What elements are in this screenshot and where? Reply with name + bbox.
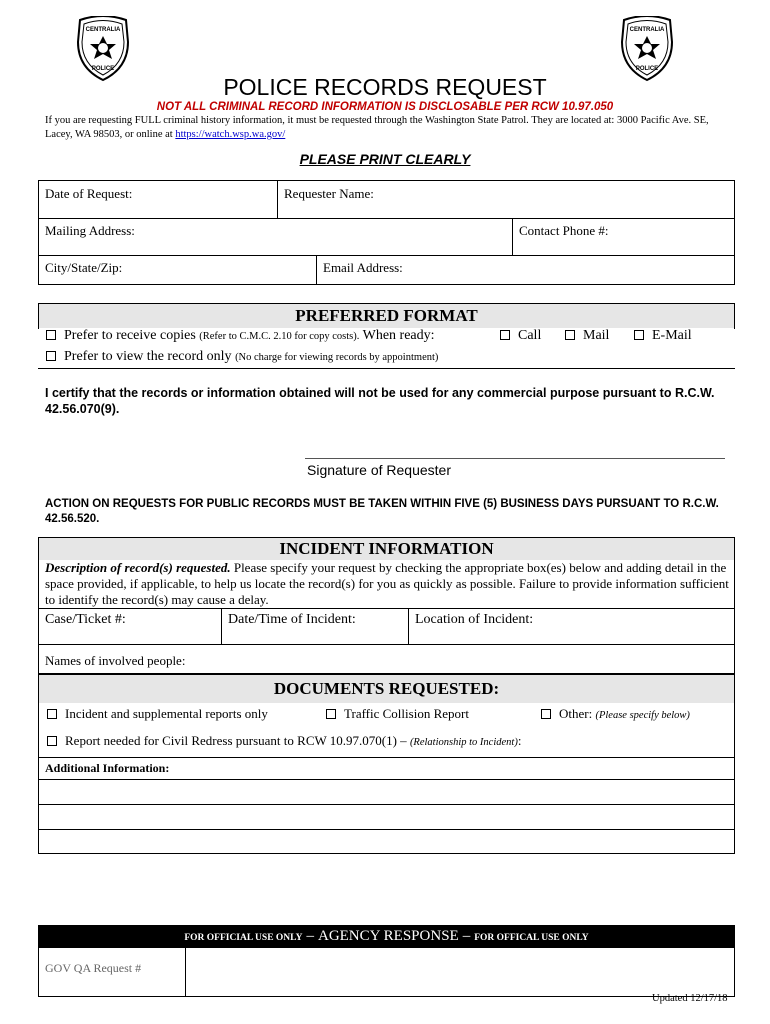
logo-bottom-text: POLICE	[91, 66, 115, 72]
view-label: Prefer to view the record only	[64, 349, 232, 364]
page-title: POLICE RECORDS REQUEST	[223, 74, 547, 100]
civil-redress-note: (Relationship to Incident)	[409, 737, 518, 748]
copies-option-row	[46, 328, 435, 344]
additional-info-lines[interactable]	[39, 780, 734, 853]
involved-people-field[interactable]: Names of involved people:	[45, 653, 186, 668]
traffic-report-option	[326, 706, 469, 722]
call-checkbox[interactable]	[500, 330, 510, 340]
gov-qa-request-label: GOV QA Request #	[45, 961, 142, 975]
civil-redress-label: Report needed for Civil Redress pursuant to RCW 10.97.070(1) –	[65, 733, 407, 748]
intro-text: If you are requesting FULL criminal history information, it must be requested through the Washington State Patrol. They are located at: 3000 Pacific Ave. SE, Lacey, WA 98503, or online at	[45, 115, 709, 140]
civil-redress-colon: :	[517, 733, 522, 748]
other-label: Other:	[559, 706, 593, 721]
other-checkbox[interactable]	[541, 709, 551, 719]
case-ticket-field[interactable]: Case/Ticket #:	[45, 612, 126, 627]
civil-redress-checkbox[interactable]	[47, 736, 57, 746]
description-text: Please specify your request by checking the appropriate box(es) below and adding detail in the space provided, if applicable, to help us locate the record(s) for you as quickly as possible. Failure to provide information sufficient to identify the record(s) may cause a delay.	[45, 560, 729, 607]
incident-datetime-field[interactable]: Date/Time of Incident:	[228, 612, 356, 627]
description-lead: Description of record(s) requested.	[45, 560, 231, 575]
official-dash-left: –	[306, 928, 314, 944]
logo-top-text: CENTRALIA	[85, 27, 121, 33]
preferred-format-heading: PREFERRED FORMAT	[39, 304, 734, 328]
intro-paragraph	[45, 114, 735, 142]
print-clearly-heading: PLEASE PRINT CLEARLY	[299, 151, 471, 167]
wsp-link[interactable]: https://watch.wsp.wa.gov/	[175, 129, 286, 140]
city-state-zip-field[interactable]: City/State/Zip:	[45, 260, 123, 275]
disclosure-notice: NOT ALL CRIMINAL RECORD INFORMATION IS DISCLOSABLE PER RCW 10.97.050	[156, 101, 614, 113]
email-option	[634, 328, 692, 344]
mailing-address-field[interactable]: Mailing Address:	[45, 223, 135, 238]
email-address-field[interactable]: Email Address:	[323, 260, 403, 275]
traffic-report-label: Traffic Collision Report	[344, 706, 469, 721]
incident-location-field[interactable]: Location of Incident:	[415, 612, 534, 627]
call-option	[500, 328, 541, 344]
incident-reports-label: Incident and supplemental reports only	[65, 706, 268, 721]
contact-phone-field[interactable]: Contact Phone #:	[519, 223, 609, 238]
logo-top-text: CENTRALIA	[629, 27, 665, 33]
other-note: (Please specify below)	[595, 710, 690, 721]
email-label: E-Mail	[652, 328, 692, 343]
copies-checkbox[interactable]	[46, 330, 56, 340]
signature-label: Signature of Requester	[307, 462, 451, 478]
gov-qa-request-field[interactable]	[186, 948, 734, 996]
when-ready-label: When ready:	[362, 328, 435, 343]
copies-note: (Refer to C.M.C. 2.10 for copy costs).	[199, 331, 360, 342]
certification-statement: I certify that the records or information obtained will not be used for any commercial purpose pursuant to R.C.W. 42.56.070(9).	[45, 386, 715, 416]
agency-response-title: AGENCY RESPONSE	[317, 928, 459, 944]
date-of-request-field[interactable]: Date of Request:	[45, 186, 133, 201]
incident-description	[45, 560, 731, 608]
mail-option	[565, 328, 609, 344]
documents-heading: DOCUMENTS REQUESTED:	[39, 675, 734, 703]
updated-date: Updated 12/17/18	[652, 993, 728, 1004]
logo-bottom-text: POLICE	[635, 66, 659, 72]
requester-name-field[interactable]: Requester Name:	[284, 186, 374, 201]
incident-info-heading: INCIDENT INFORMATION	[39, 538, 734, 560]
view-note: (No charge for viewing records by appointment)	[235, 352, 439, 363]
mail-checkbox[interactable]	[565, 330, 575, 340]
other-option	[541, 706, 690, 722]
official-left-text: FOR OFFICIAL USE ONLY	[184, 933, 303, 943]
official-right-text: FOR OFFICAL USE ONLY	[474, 933, 589, 943]
view-checkbox[interactable]	[46, 351, 56, 361]
police-badge-logo-right	[618, 16, 676, 82]
email-checkbox[interactable]	[634, 330, 644, 340]
police-badge-logo-left	[74, 16, 132, 82]
official-use-banner	[38, 925, 735, 947]
traffic-report-checkbox[interactable]	[326, 709, 336, 719]
additional-info-label: Additional Information:	[45, 761, 170, 775]
action-notice: ACTION ON REQUESTS FOR PUBLIC RECORDS MUST BE TAKEN WITHIN FIVE (5) BUSINESS DAYS PURSUANT TO R.C.W. 42.56.520.	[45, 498, 719, 525]
view-option-row	[46, 349, 438, 365]
mail-label: Mail	[583, 328, 610, 343]
incident-reports-checkbox[interactable]	[47, 709, 57, 719]
signature-line[interactable]	[305, 458, 725, 459]
copies-label: Prefer to receive copies	[64, 328, 196, 343]
incident-reports-option	[47, 706, 268, 722]
call-label: Call	[518, 328, 542, 343]
official-dash-right: –	[462, 928, 471, 944]
civil-redress-option	[47, 733, 521, 749]
